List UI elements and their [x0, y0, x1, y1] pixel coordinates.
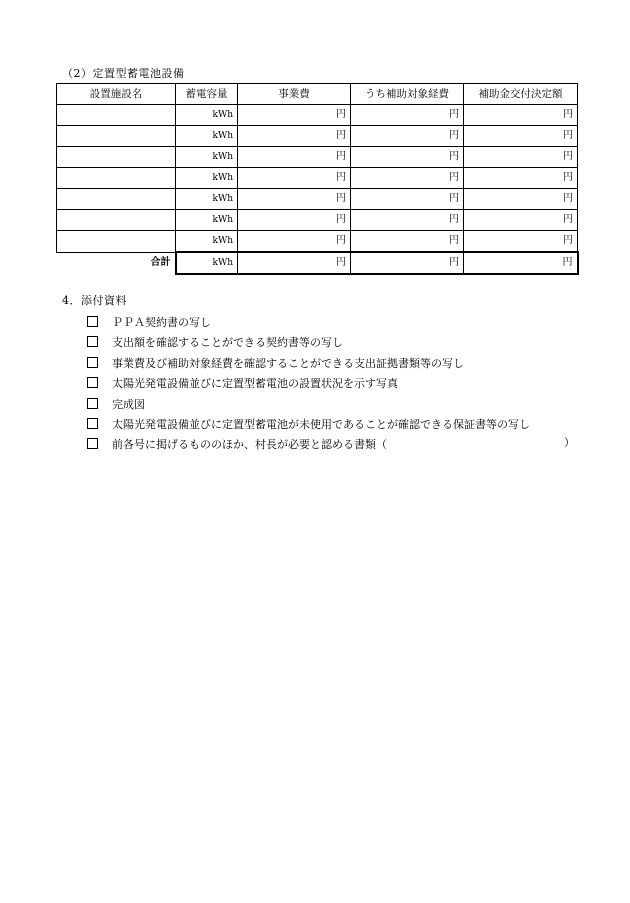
- header-grant-amount: 補助金交付決定額: [464, 84, 578, 105]
- header-project-cost: 事業費: [238, 84, 351, 105]
- list-item: [87, 395, 530, 415]
- capacity-cell[interactable]: kWh: [176, 147, 238, 168]
- grant-amount-cell[interactable]: 円: [464, 147, 578, 168]
- capacity-cell[interactable]: kWh: [176, 210, 238, 231]
- attachment-text: 支出額を確認することができる契約書等の写し: [112, 336, 343, 350]
- attachments-list: [87, 313, 530, 456]
- table-row: [57, 189, 578, 210]
- grant-amount-cell[interactable]: 円: [464, 231, 578, 253]
- list-item: [87, 415, 530, 435]
- eligible-cost-cell[interactable]: 円: [351, 168, 464, 189]
- grant-amount-cell[interactable]: 円: [464, 168, 578, 189]
- eligible-cost-cell[interactable]: 円: [351, 189, 464, 210]
- attachment-text: 太陽光発電設備並びに定置型蓄電池の設置状況を示す写真: [112, 377, 398, 391]
- capacity-cell[interactable]: kWh: [176, 126, 238, 147]
- capacity-cell[interactable]: kWh: [176, 105, 238, 126]
- table-row: [57, 126, 578, 147]
- table-row: [57, 168, 578, 189]
- list-item: [87, 354, 530, 374]
- eligible-cost-cell[interactable]: 円: [351, 105, 464, 126]
- checkbox[interactable]: [87, 316, 98, 327]
- section-title: （2）定置型蓄電池設備: [62, 67, 185, 80]
- grant-amount-cell[interactable]: 円: [464, 126, 578, 147]
- capacity-cell[interactable]: kWh: [176, 168, 238, 189]
- header-facility-name: 設置施設名: [57, 84, 176, 105]
- closing-paren: ）: [564, 436, 575, 449]
- header-eligible-cost: うち補助対象経費: [351, 84, 464, 105]
- list-item: [87, 333, 530, 353]
- project-cost-cell[interactable]: 円: [238, 168, 351, 189]
- checkbox[interactable]: [87, 438, 98, 449]
- table-row: [57, 231, 578, 253]
- project-cost-cell[interactable]: 円: [238, 147, 351, 168]
- project-cost-cell[interactable]: 円: [238, 105, 351, 126]
- list-item: [87, 374, 530, 394]
- project-cost-cell[interactable]: 円: [238, 189, 351, 210]
- eligible-cost-cell[interactable]: 円: [351, 231, 464, 253]
- attachments-title: 4．添付資料: [62, 294, 127, 307]
- total-project-cost-cell[interactable]: 円: [238, 252, 351, 274]
- total-capacity-cell[interactable]: kWh: [176, 252, 238, 274]
- project-cost-cell[interactable]: 円: [238, 126, 351, 147]
- total-grant-amount-cell[interactable]: 円: [464, 252, 578, 274]
- eligible-cost-cell[interactable]: 円: [351, 147, 464, 168]
- checkbox[interactable]: [87, 336, 98, 347]
- project-cost-cell[interactable]: 円: [238, 210, 351, 231]
- facility-name-cell[interactable]: [57, 147, 176, 168]
- list-item: [87, 313, 530, 333]
- header-capacity: 蓄電容量: [176, 84, 238, 105]
- checkbox[interactable]: [87, 398, 98, 409]
- capacity-cell[interactable]: kWh: [176, 189, 238, 210]
- facility-name-cell[interactable]: [57, 189, 176, 210]
- eligible-cost-cell[interactable]: 円: [351, 210, 464, 231]
- attachment-text: 完成図: [112, 397, 145, 411]
- facility-name-cell[interactable]: [57, 210, 176, 231]
- attachment-text: 前各号に掲げるもののほか、村長が必要と認める書類（: [112, 438, 387, 452]
- attachment-text: ＰＰＡ契約書の写し: [112, 316, 211, 329]
- facility-name-cell[interactable]: [57, 231, 176, 253]
- table-row: [57, 147, 578, 168]
- table-row: [57, 105, 578, 126]
- attachment-text: 太陽光発電設備並びに定置型蓄電池が未使用であることが確認できる保証書等の写し: [112, 417, 530, 431]
- grant-amount-cell[interactable]: 円: [464, 189, 578, 210]
- grant-amount-cell[interactable]: 円: [464, 210, 578, 231]
- attachment-text: 事業費及び補助対象経費を確認することができる支出証拠書類等の写し: [112, 356, 464, 370]
- total-label: 合計: [57, 252, 176, 274]
- checkbox[interactable]: [87, 357, 98, 368]
- facility-name-cell[interactable]: [57, 126, 176, 147]
- checkbox[interactable]: [87, 377, 98, 388]
- grant-amount-cell[interactable]: 円: [464, 105, 578, 126]
- project-cost-cell[interactable]: 円: [238, 231, 351, 253]
- total-row: [57, 252, 578, 274]
- capacity-cell[interactable]: kWh: [176, 231, 238, 253]
- checkbox[interactable]: [87, 418, 98, 429]
- storage-battery-table: [56, 83, 579, 275]
- list-item: [87, 435, 530, 455]
- table-header-row: [57, 84, 578, 105]
- facility-name-cell[interactable]: [57, 105, 176, 126]
- total-eligible-cost-cell[interactable]: 円: [351, 252, 464, 274]
- facility-name-cell[interactable]: [57, 168, 176, 189]
- table-row: [57, 210, 578, 231]
- eligible-cost-cell[interactable]: 円: [351, 126, 464, 147]
